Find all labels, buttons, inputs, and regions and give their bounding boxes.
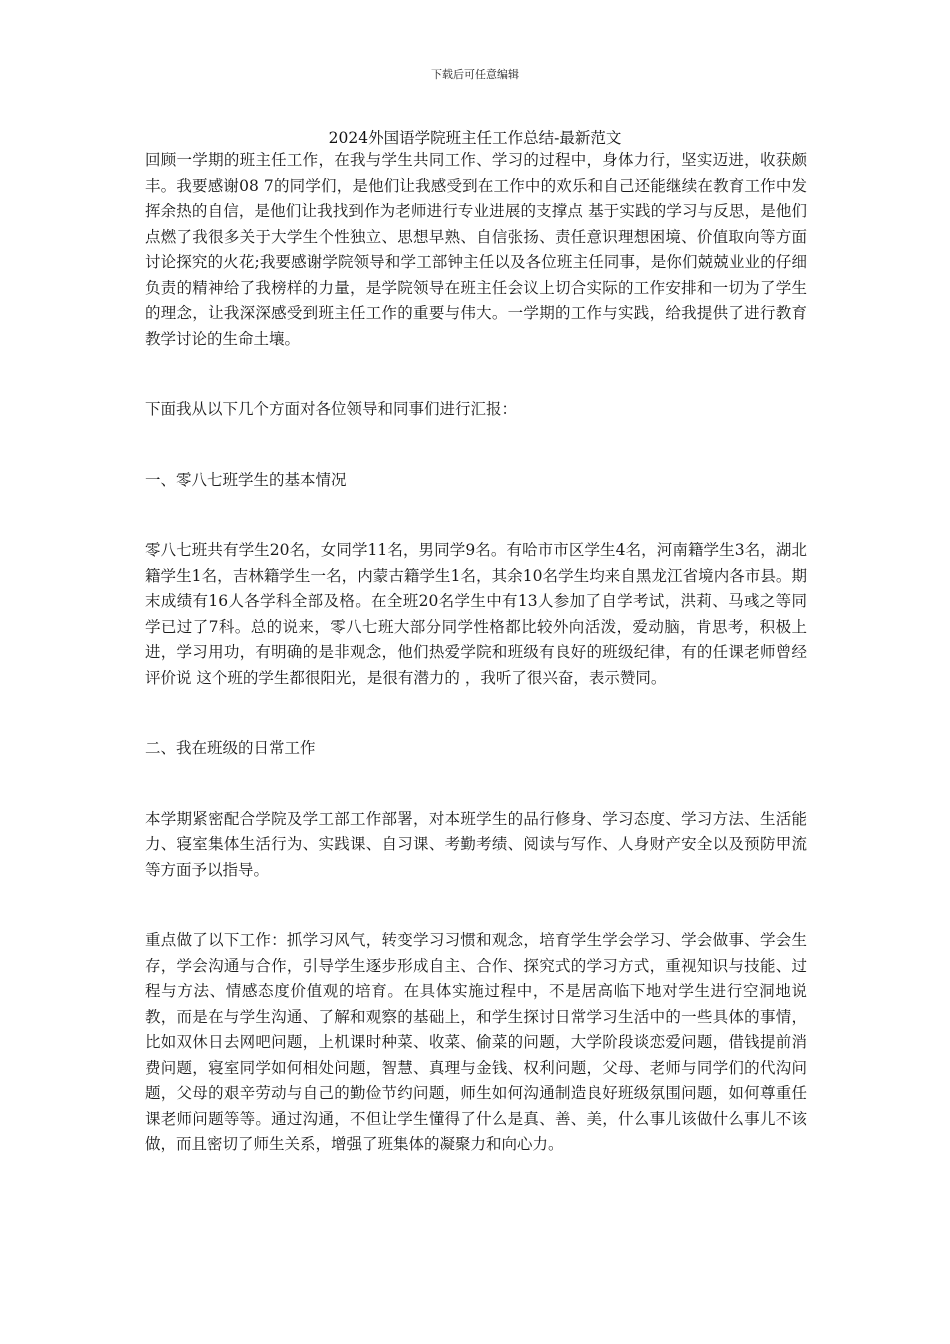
paragraph-spacer	[145, 352, 807, 397]
document-title: 2024外国语学院班主任工作总结-最新范文	[328, 129, 622, 147]
document-body	[145, 148, 807, 1158]
paragraph-class-info: 零八七班共有学生20名，女同学11名，男同学9名。有哈市市区学生4名，河南籍学生3名，湖北籍学生1名，吉林籍学生一名，内蒙古籍学生1名，其余10名学生均来自黑龙江省境内各市县。期末成绩有16人各学科全部及格。在全班20名学生中有13人参加了自学考试，洪莉、马彧之等同学已过了7科。总的说来，零八七班大部分同学性格都比较外向活泼，爱动脑，肯思考，积极上进，学习用功，有明确的是非观念，他们热爱学院和班级有良好的班级纪律，有的任课老师曾经评价说 这个班的学生都很阳光，是很有潜力的 ，我听了很兴奋，表示赞同。	[145, 541, 807, 687]
paragraph-spacer	[145, 423, 807, 468]
header-note: 下载后可任意编辑	[431, 68, 519, 81]
section-heading-2: 二、我在班级的日常工作	[145, 739, 316, 757]
paragraph-report-intro: 下面我从以下几个方面对各位领导和同事们进行汇报：	[145, 400, 518, 418]
section-heading-1: 一、零八七班学生的基本情况	[145, 470, 347, 489]
paragraph-spacer	[145, 691, 807, 736]
paragraph-spacer	[145, 883, 807, 928]
paragraph-intro: 回顾一学期的班主任工作，在我与学生共同工作、学习的过程中，身体力行，坚实迈进，收获颇丰。我要感谢08 7的同学们，是他们让我感受到在工作中的欢乐和自己还能继续在教育工作中发挥余热的自信，是他们让我找到作为老师进行专业进展的支撑点 基于实践的学习与反思，是他们点燃了我很多关于大学生个性独立、思想早熟、自信张扬、责任意识理想困境、价值取向等方面讨论探究的火花;我要感谢学院领导和学工部钟主任以及各位班主任同事，是你们兢兢业业的仔细负责的精神给了我榜样的力量，是学院领导在班主任会议上切合实际的工作安排和一切为了学生的理念，让我深深感受到班主任工作的重要与伟大。一学期的工作与实践，给我提供了进行教育教学讨论的生命土壤。	[145, 151, 807, 348]
paragraph-daily-work: 本学期紧密配合学院及学工部工作部署，对本班学生的品行修身、学习态度、学习方法、生活能力、寝室集体生活行为、实践课、自习课、考勤考绩、阅读与写作、人身财产安全以及预防甲流等方面予以指导。	[145, 809, 807, 879]
paragraph-spacer	[145, 493, 807, 538]
paragraph-spacer	[145, 762, 807, 807]
paragraph-key-work: 重点做了以下工作：抓学习风气，转变学习习惯和观念，培育学生学会学习、学会做事、学会生存，学会沟通与合作，引导学生逐步形成自主、合作、探究式的学习方式，重视知识与技能、过程与方法、情感态度价值观的培育。在具体实施过程中，不是居高临下地对学生进行空洞地说教，而是在与学生沟通、了解和观察的基础上，和学生探讨日常学习生活中的一些具体的事情，比如双休日去网吧问题，上机课时种菜、收菜、偷菜的问题，大学阶段谈恋爱问题，借钱提前消费问题，寝室同学如何相处问题，智慧、真理与金钱、权利问题，父母、老师与同学们的代沟问题，父母的艰辛劳动与自己的勤俭节约问题，师生如何沟通制造良好班级氛围问题，如何尊重任课老师问题等等。通过沟通，不但让学生懂得了什么是真、善、美，什么事儿该做什么事儿不该做，而且密切了师生关系，增强了班集体的凝聚力和向心力。	[145, 931, 807, 1153]
